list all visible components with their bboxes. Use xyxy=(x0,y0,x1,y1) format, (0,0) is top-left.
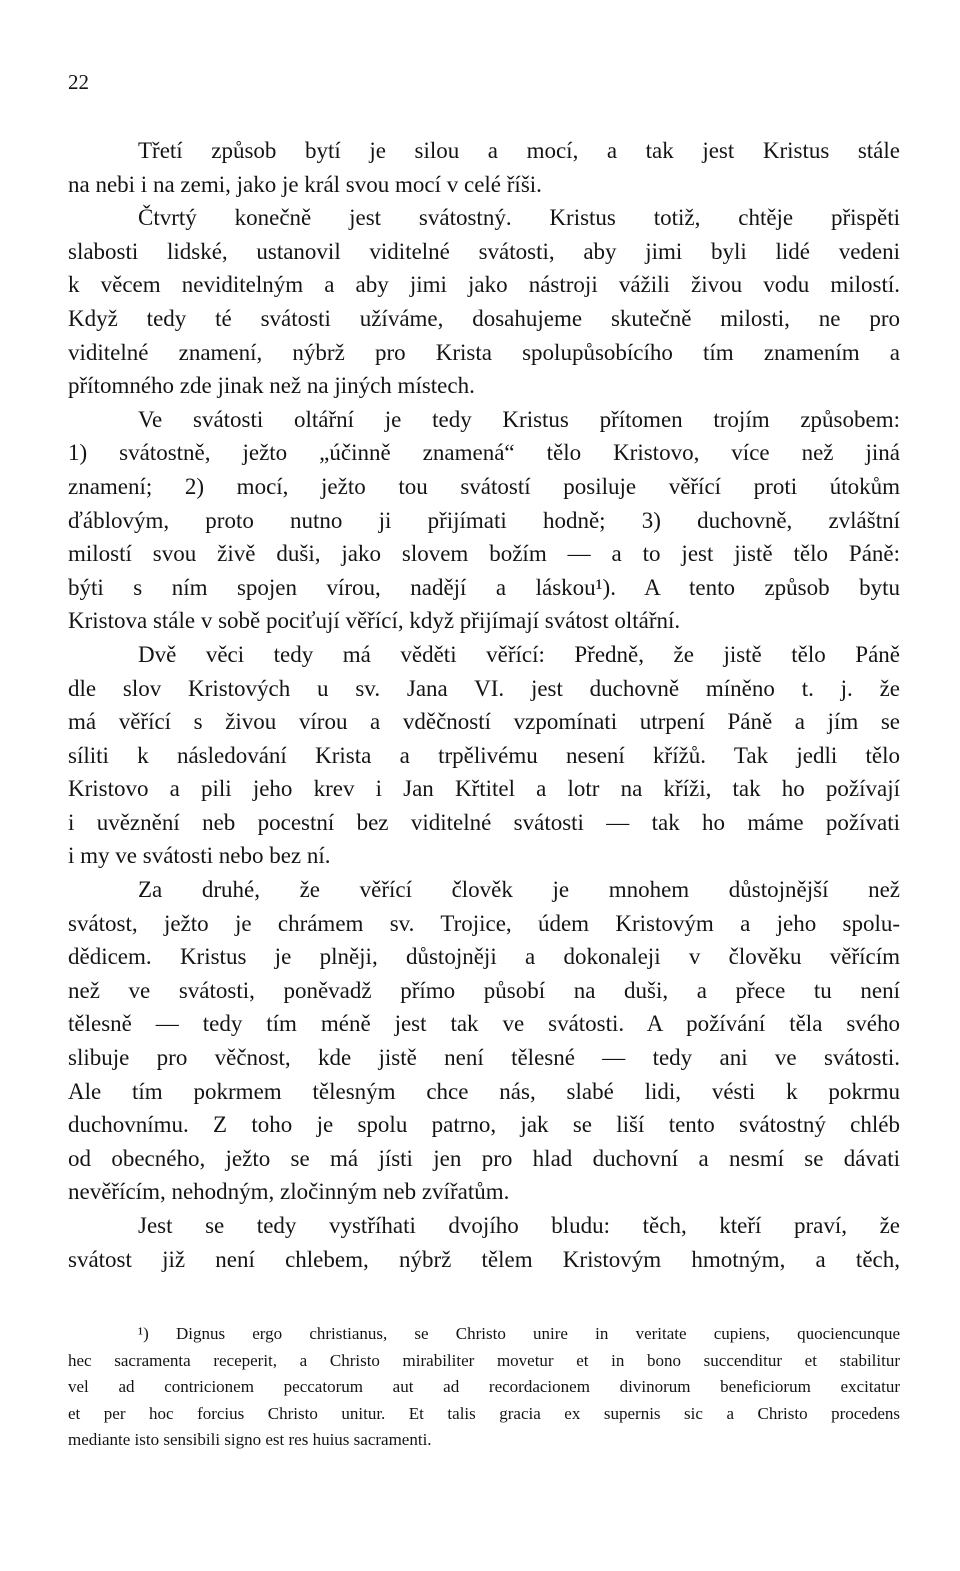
body-text xyxy=(68,134,900,1276)
text-line: od obecného, ježto se má jísti jen pro hlad duchovní a nesmí se dávati xyxy=(68,1145,900,1171)
text-line: slibuje pro věčnost, kde jistě není tělesné — tedy ani ve svátosti. xyxy=(68,1045,900,1071)
text-line: než ve svátosti, poněvadž přímo působí na duši, a přece tu není xyxy=(68,977,900,1003)
text-line: znamení; 2) mocí, ježto tou svátostí posiluje věřící proti útokům xyxy=(68,473,900,499)
footnote-line: vel ad contricionem peccatorum aut ad recordacionem divinorum beneficiorum excitatur xyxy=(68,1377,900,1397)
text-line: býti s ním spojen vírou, nadějí a láskou¹). A tento způsob bytu xyxy=(68,574,900,600)
text-line: Když tedy té svátosti užíváme, dosahujeme skutečně milosti, ne pro xyxy=(68,305,900,331)
text-line: dědicem. Kristus je plněji, důstojněji a dokonaleji v člověku věřícím xyxy=(68,944,900,970)
text-line: má věřící s živou vírou a vděčností vzpomínati utrpení Páně a jím se xyxy=(68,709,900,735)
text-line: svátost, ježto je chrámem sv. Trojice, údem Kristovým a jeho spolu- xyxy=(68,910,900,936)
footnote-line: hec sacramenta receperit, a Christo mirabiliter movetur et in bono succenditur et stabilitur xyxy=(68,1350,900,1370)
text-line: na nebi i na zemi, jako je král svou mocí v celé říši. xyxy=(68,171,542,197)
text-line: tělesně — tedy tím méně jest tak ve svátosti. A požívání těla svého xyxy=(68,1011,900,1037)
footnote-line: et per hoc forcius Christo unitur. Et talis gracia ex supernis sic a Christo procedens xyxy=(68,1403,900,1423)
page-number: 22 xyxy=(68,70,89,94)
text-line: Dvě věci tedy má věděti věřící: Předně, že jistě tělo Páně xyxy=(138,641,900,667)
footnote-line: ¹) Dignus ergo christianus, se Christo unire in veritate cupiens, quociencunque xyxy=(138,1324,900,1343)
text-line: milostí svou živě duši, jako slovem božím — a to jest jistě tělo Páně: xyxy=(68,541,900,567)
text-line: síliti k následování Krista a trpělivému nesení křížů. Tak jedli tělo xyxy=(68,742,900,768)
footnote-line: mediante isto sensibili signo est res huius sacramenti. xyxy=(68,1430,432,1450)
text-line: Kristova stále v sobě pociťují věřící, když přijímají svátost oltářní. xyxy=(68,608,681,634)
text-line: Třetí způsob bytí je silou a mocí, a tak jest Kristus stále xyxy=(138,138,900,163)
text-line: k věcem neviditelným a aby jimi jako nástroji vážili živou vodu milostí. xyxy=(68,272,900,298)
text-line: i uvěznění neb pocestní bez viditelné svátosti — tak ho máme požívati xyxy=(68,809,900,835)
text-line: Za druhé, že věřící člověk je mnohem důstojnější než xyxy=(138,877,900,903)
text-line: dle slov Kristových u sv. Jana VI. jest duchovně míněno t. j. že xyxy=(68,675,900,701)
text-line: 1) svátostně, ježto „účinně znamená“ tělo Kristovo, více než jiná xyxy=(68,440,900,466)
text-line: Jest se tedy vystříhati dvojího bludu: těch, kteří praví, že xyxy=(138,1213,900,1238)
text-line: nevěřícím, nehodným, zločinným neb zvířatům. xyxy=(68,1179,510,1205)
text-line: Ve svátosti oltářní je tedy Kristus přítomen trojím způsobem: xyxy=(138,406,900,432)
text-line: duchovnímu. Z toho je spolu patrno, jak se liší tento svátostný chléb xyxy=(68,1112,900,1138)
text-line: ďáblovým, proto nutno ji přijímati hodně; 3) duchovně, zvláštní xyxy=(68,507,900,533)
text-line: svátost již není chlebem, nýbrž tělem Kristovým hmotným, a těch, xyxy=(68,1246,900,1272)
text-line: slabosti lidské, ustanovil viditelné svátosti, aby jimi byli lidé vedeni xyxy=(68,238,900,264)
text-line: i my ve svátosti nebo bez ní. xyxy=(68,843,331,869)
text-line: přítomného zde jinak než na jiných místech. xyxy=(68,373,475,399)
text-line: Čtvrtý konečně jest svátostný. Kristus totiž, chtěje přispěti xyxy=(138,205,900,231)
footnotes xyxy=(68,1321,900,1454)
text-line: Ale tím pokrmem tělesným chce nás, slabé lidi, vésti k pokrmu xyxy=(68,1078,900,1104)
text-line: Kristovo a pili jeho krev i Jan Křtitel a lotr na kříži, tak ho požívají xyxy=(68,776,900,802)
text-line: viditelné znamení, nýbrž pro Krista spolupůsobícího tím znamením a xyxy=(68,339,900,365)
